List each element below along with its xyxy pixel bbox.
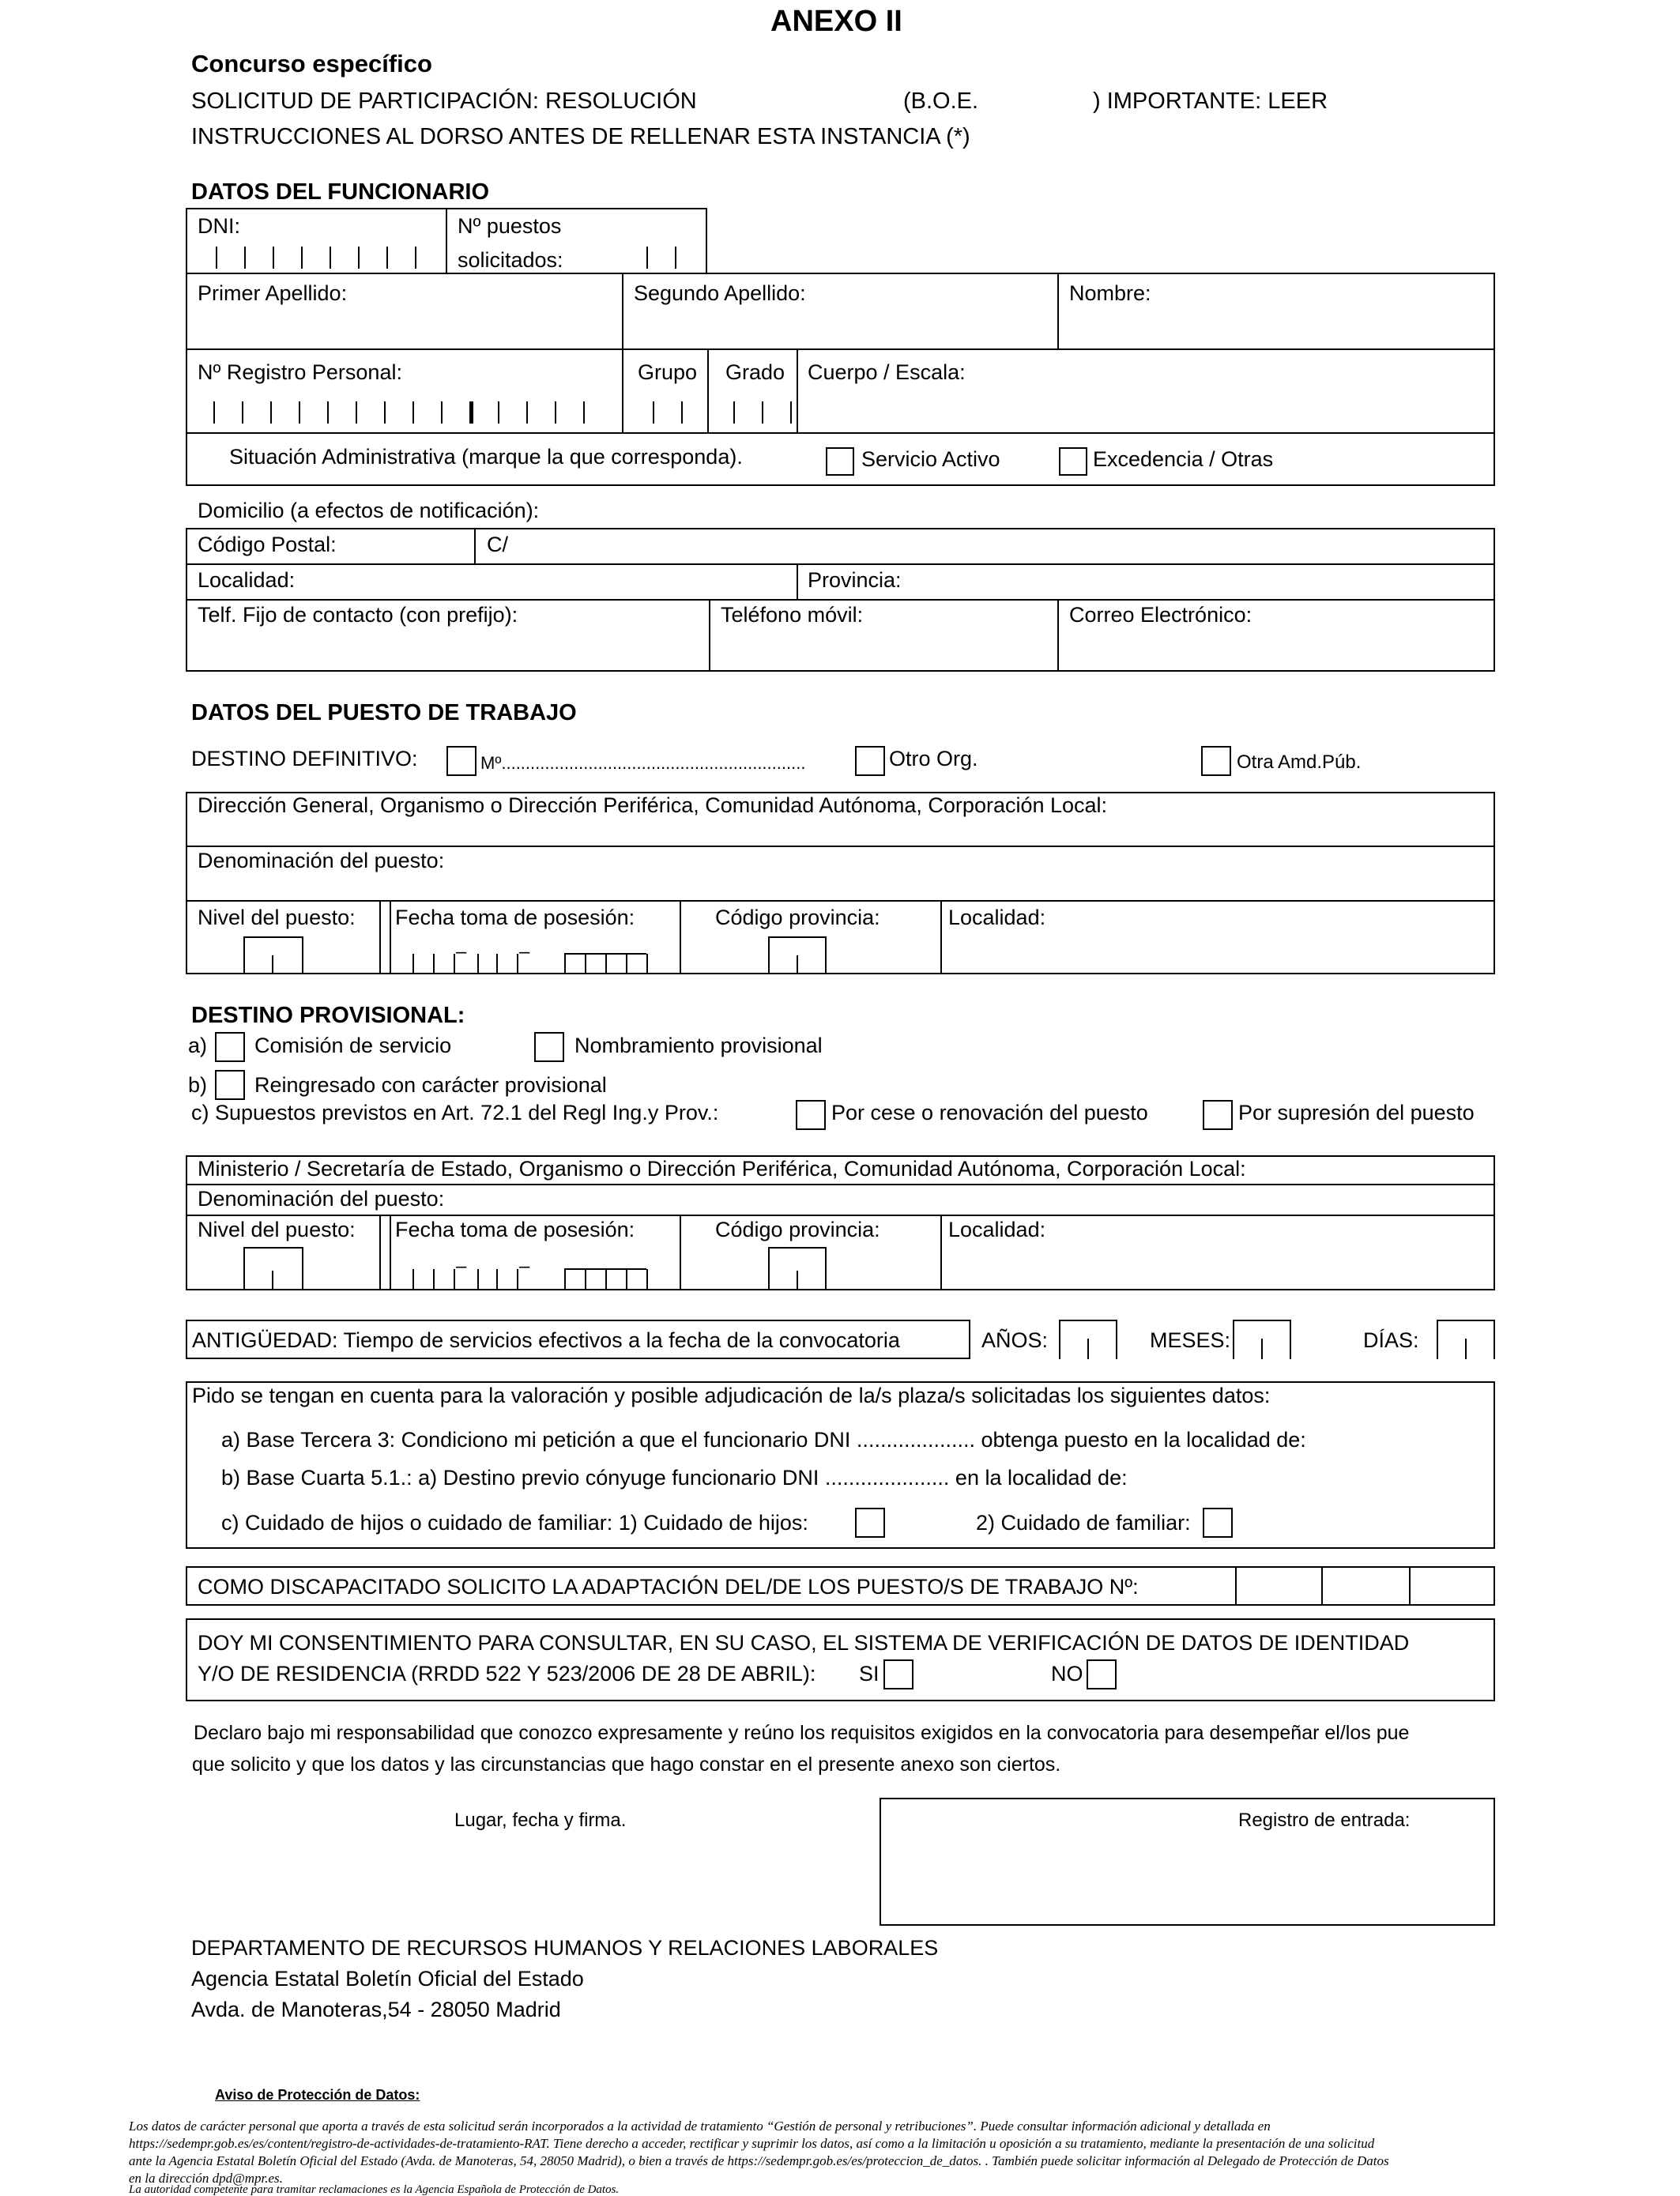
- postal-code-label: Código Postal:: [198, 533, 337, 556]
- other-org-option: Otro Org.: [889, 747, 978, 770]
- dni-label: DNI:: [198, 214, 240, 238]
- locality-input[interactable]: [308, 567, 790, 597]
- conditions-c-text: c) Cuidado de hijos o cuidado de familiar: 1) Cuidado de hijos:: [221, 1511, 808, 1535]
- commission-label: Comisión de servicio: [254, 1034, 452, 1057]
- cessation-checkbox[interactable]: [796, 1100, 826, 1130]
- definitive-label: DESTINO DEFINITIVO:: [191, 747, 418, 770]
- consent-yes-checkbox[interactable]: [883, 1659, 913, 1689]
- consent-line-2: Y/O DE RESIDENCIA (RRDD 522 Y 523/2006 DE 28 DE ABRIL):: [198, 1662, 816, 1686]
- first-surname-label: Primer Apellido:: [198, 281, 348, 305]
- years-label: AÑOS:: [981, 1328, 1049, 1352]
- registry-entry-label: Registro de entrada:: [1238, 1810, 1411, 1831]
- locality-label-job: Localidad:: [948, 906, 1046, 929]
- provisional-ministry-label: Ministerio / Secretaría de Estado, Organismo o Dirección Periférica, Comunidad Autónoma, Corporación Local:: [198, 1157, 1246, 1181]
- conditions-c2-text: 2) Cuidado de familiar:: [976, 1511, 1191, 1535]
- active-service-checkbox[interactable]: [826, 447, 854, 476]
- second-surname-label: Segundo Apellido:: [634, 281, 806, 305]
- official-section-title: DATOS DEL FUNCIONARIO: [191, 179, 490, 205]
- address-line-3: Avda. de Manoteras,54 - 28050 Madrid: [191, 1998, 561, 2021]
- ministry-checkbox[interactable]: [446, 746, 477, 776]
- other-org-checkbox[interactable]: [855, 746, 885, 776]
- cessation-label: Por cese o renovación del puesto: [831, 1101, 1148, 1124]
- address-line-1: DEPARTAMENTO DE RECURSOS HUMANOS Y RELACIONES LABORALES: [191, 1936, 939, 1960]
- grade-field[interactable]: [727, 401, 790, 428]
- level-label: Nivel del puesto:: [198, 906, 356, 929]
- position-name-input[interactable]: [190, 872, 1490, 898]
- provisional-possession-date-label: Fecha toma de posesión:: [395, 1218, 635, 1241]
- group-field[interactable]: [646, 401, 694, 428]
- suppression-checkbox[interactable]: [1203, 1100, 1233, 1130]
- possession-date-field[interactable]: [411, 941, 672, 974]
- street-input[interactable]: [514, 531, 1490, 561]
- group-label: Grupo: [638, 360, 698, 384]
- corps-input[interactable]: [800, 387, 1488, 428]
- provisional-level-label: Nivel del puesto:: [198, 1218, 356, 1241]
- admin-situation-label: Situación Administrativa (marque la que corresponda).: [229, 445, 743, 469]
- privacy-line-1: Los datos de carácter personal que aporta a través de esta solicitud serán incorporados a la actividad de tratamiento “Gestión de personal y retribuciones”. Puede consultar información adicional y detallada en: [129, 2119, 1271, 2134]
- email-label: Correo Electrónico:: [1069, 603, 1252, 627]
- direction-input[interactable]: [190, 819, 1490, 842]
- mobile-input[interactable]: [713, 628, 1053, 668]
- consent-yes-label: SI: [859, 1662, 880, 1686]
- declaration-line-2: que solicito y que los datos y las circunstancias que hago constar en el presente anexo son ciertos.: [192, 1753, 1061, 1776]
- dni-field[interactable]: [209, 247, 423, 270]
- grade-label: Grado: [725, 360, 785, 384]
- provisional-possession-date-field[interactable]: [411, 1256, 672, 1290]
- conditions-b-text: b) Base Cuarta 5.1.: a) Destino previo cónyuge funcionario DNI ..................... en la localidad de:: [221, 1466, 1128, 1490]
- family-care-checkbox[interactable]: [1203, 1508, 1233, 1538]
- provisional-locality-input[interactable]: [944, 1245, 1490, 1286]
- place-date-label: Lugar, fecha y firma.: [454, 1810, 627, 1831]
- consent-no-label: NO: [1051, 1662, 1083, 1686]
- seniority-label: ANTIGÜEDAD: Tiempo de servicios efectivos a la fecha de la convocatoria: [192, 1328, 900, 1352]
- job-section-title: DATOS DEL PUESTO DE TRABAJO: [191, 700, 577, 725]
- landline-input[interactable]: [190, 628, 703, 668]
- privacy-line-2: https://sedempr.gob.es/es/content/registro-de-actividades-de-tratamiento-RAT. Tiene derecho a acceder, rectificar y suprimir los datos, así como a la limitación u oposición a su tratamiento, mediante la presentación de una solicitud: [129, 2136, 1375, 2151]
- request-line-2: INSTRUCCIONES AL DORSO ANTES DE RELLENAR ESTA INSTANCIA (*): [191, 124, 970, 149]
- provisional-date-dash-1: –: [456, 1256, 467, 1277]
- date-dash-1: –: [456, 941, 467, 962]
- second-surname-input[interactable]: [626, 294, 1053, 345]
- boe-label: (B.O.E.: [903, 89, 979, 114]
- corps-label: Cuerpo / Escala:: [808, 360, 966, 384]
- provisional-locality-label: Localidad:: [948, 1218, 1046, 1241]
- locality-label: Localidad:: [198, 568, 296, 592]
- a-prefix: a): [188, 1034, 208, 1057]
- leave-other-checkbox[interactable]: [1059, 447, 1087, 476]
- locality-input-job[interactable]: [944, 932, 1490, 970]
- years-field[interactable]: [1059, 1320, 1117, 1359]
- level-field[interactable]: [243, 936, 303, 974]
- provisional-province-code-label: Código provincia:: [715, 1218, 880, 1241]
- disability-label: COMO DISCAPACITADO SOLICITO LA ADAPTACIÓN DEL/DE LOS PUESTO/S DE TRABAJO Nº:: [198, 1575, 1139, 1599]
- provisional-section-title: DESTINO PROVISIONAL:: [191, 1003, 465, 1028]
- province-input[interactable]: [917, 567, 1490, 597]
- province-code-field[interactable]: [768, 936, 827, 974]
- first-surname-input[interactable]: [190, 294, 616, 345]
- b-prefix: b): [188, 1073, 208, 1097]
- provisional-position-name-label: Denominación del puesto:: [198, 1187, 445, 1211]
- c-label: c) Supuestos previstos en Art. 72.1 del Regl Ing.y Prov.:: [191, 1101, 719, 1124]
- privacy-line-5: La autoridad competente para tramitar reclamaciones es la Agencia Española de Protección de Datos.: [129, 2183, 620, 2196]
- consent-no-checkbox[interactable]: [1087, 1659, 1117, 1689]
- email-input[interactable]: [1061, 628, 1488, 668]
- contest-type: Concurso específico: [191, 50, 432, 77]
- direction-label: Dirección General, Organismo o Dirección Periférica, Comunidad Autónoma, Corporación Local:: [198, 793, 1108, 817]
- other-admin-option: Otra Amd.Púb.: [1237, 751, 1362, 773]
- privacy-line-4: en la dirección dpd@mpr.es.: [129, 2171, 283, 2186]
- reinstated-label: Reingresado con carácter provisional: [254, 1073, 607, 1097]
- ministry-option: Mº...............................................................: [480, 753, 806, 773]
- date-dash-2: –: [519, 941, 530, 962]
- days-label: DÍAS:: [1363, 1328, 1419, 1352]
- disability-position-3[interactable]: [1413, 1569, 1492, 1603]
- name-label: Nombre:: [1069, 281, 1151, 305]
- reinstated-checkbox[interactable]: [215, 1070, 245, 1100]
- privacy-line-3: ante la Agencia Estatal Boletín Oficial del Estado (Avda. de Manoteras, 54, 28050 Madrid), o bien a través de https://sedempr.gob.es/es/proteccion_de_datos. . También puede solicitar información al Delegado de Protección de Datos: [129, 2153, 1389, 2168]
- registry-label: Nº Registro Personal:: [198, 360, 402, 384]
- disability-position-2[interactable]: [1325, 1569, 1406, 1603]
- position-name-label: Denominación del puesto:: [198, 849, 445, 872]
- active-service-label: Servicio Activo: [861, 447, 1000, 471]
- conditions-intro: Pido se tengan en cuenta para la valoración y posible adjudicación de la/s plaza/s solicitadas los siguientes datos:: [192, 1384, 1271, 1407]
- important-label: ) IMPORTANTE: LEER: [1093, 89, 1328, 114]
- days-field[interactable]: [1437, 1320, 1495, 1359]
- provisional-date-dash-2: –: [519, 1256, 530, 1277]
- possession-date-label: Fecha toma de posesión:: [395, 906, 635, 929]
- provisional-province-code-field[interactable]: [768, 1247, 827, 1290]
- provisional-appointment-checkbox[interactable]: [534, 1032, 564, 1062]
- consent-line-1: DOY MI CONSENTIMIENTO PARA CONSULTAR, EN SU CASO, EL SISTEMA DE VERIFICACIÓN DE DATOS DE IDENTIDAD: [198, 1631, 1410, 1655]
- provisional-appointment-label: Nombramiento provisional: [574, 1034, 823, 1057]
- positions-label-2: solicitados:: [458, 248, 563, 272]
- months-label: MESES:: [1150, 1328, 1231, 1352]
- provisional-level-field[interactable]: [243, 1247, 303, 1290]
- landline-label: Telf. Fijo de contacto (con prefijo):: [198, 603, 518, 627]
- province-code-label: Código provincia:: [715, 906, 880, 929]
- mobile-label: Teléfono móvil:: [721, 603, 864, 627]
- other-admin-checkbox[interactable]: [1201, 746, 1231, 776]
- months-field[interactable]: [1233, 1320, 1291, 1359]
- request-line-1: SOLICITUD DE PARTICIPACIÓN: RESOLUCIÓN: [191, 89, 697, 114]
- address-line-2: Agencia Estatal Boletín Oficial del Estado: [191, 1967, 584, 1991]
- leave-other-label: Excedencia / Otras: [1093, 447, 1274, 471]
- positions-count-field[interactable]: [640, 247, 687, 270]
- privacy-title: Aviso de Protección de Datos:: [215, 2087, 420, 2103]
- name-input[interactable]: [1061, 294, 1488, 345]
- commission-checkbox[interactable]: [215, 1032, 245, 1062]
- suppression-label: Por supresión del puesto: [1238, 1101, 1475, 1124]
- declaration-line-1: Declaro bajo mi responsabilidad que conozco expresamente y reúno los requisitos exigidos en la convocatoria para desempeñar el/los pue: [194, 1722, 1410, 1744]
- conditions-a-text: a) Base Tercera 3: Condiciono mi petición a que el funcionario DNI .................... obtenga puesto en la localidad de:: [221, 1428, 1306, 1452]
- disability-position-1[interactable]: [1239, 1569, 1318, 1603]
- domicile-label: Domicilio (a efectos de notificación):: [198, 499, 540, 522]
- registry-number-field[interactable]: [207, 401, 602, 428]
- street-label: C/: [487, 533, 508, 556]
- annex-title: ANEXO II: [770, 5, 902, 38]
- childcare-checkbox[interactable]: [855, 1508, 885, 1538]
- postal-code-input[interactable]: [348, 531, 470, 561]
- positions-label-1: Nº puestos: [458, 214, 562, 238]
- province-label: Provincia:: [808, 568, 902, 592]
- signature-area[interactable]: [379, 1833, 822, 1920]
